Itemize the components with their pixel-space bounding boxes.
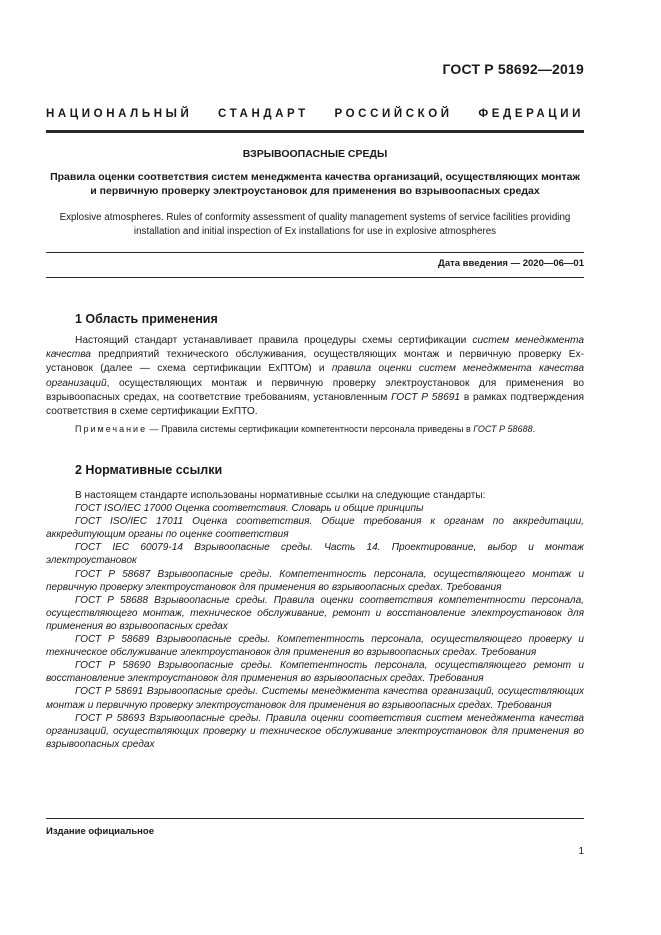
section-2-heading: 2 Нормативные ссылки [75, 463, 223, 477]
note-end: . [532, 424, 536, 434]
reference-item: ГОСТ Р 58693 Взрывоопасные среды. Правила оценки соответствия систем менеджмента качества организаций, осуществляющих проверку и техническое обслуживание электроустановок для применения во взрывоопасных средах [46, 712, 584, 750]
reference-item: ГОСТ Р 58689 Взрывоопасные среды. Компетентность персонала, осуществляющего проверку и техническое обслуживание электроустановок для применения во взрывоопасных средах. Требования [46, 634, 584, 659]
standard-title-ru: Правила оценки соответствия систем менеджмента качества организаций, осуществляющих монтаж и первичную проверку электроустановок для применения во взрывоопасных средах [50, 171, 580, 197]
body-text: в рамках подтверждения соответствия в схеме сертификации ExПТО. [46, 391, 584, 418]
reference-item: ГОСТ Р 58690 Взрывоопасные среды. Компетентность персонала, осуществляющего ремонт и восстановление электроустановок для применения во взрывоопасных средах. Требования [46, 660, 584, 685]
reference-item: ГОСТ Р 58691 Взрывоопасные среды. Системы менеджмента качества организаций, осуществляющих монтаж и первичную проверку электроустановок для применения во взрывоопасных средах. Требования [46, 686, 584, 711]
reference-item: ГОСТ ISO/IEC 17011 Оценка соответствия. Общие требования к органам по аккредитации, аккредитующим органы по оценке соответствия [46, 516, 584, 541]
document-number: ГОСТ Р 58692—2019 [442, 61, 584, 77]
body-text: , осуществляющих монтаж и первичную проверку электроустановок для применения во взрывоопасных средах, на соответствие требованиям, установленным [46, 377, 584, 403]
intro-date-rule-bottom [46, 277, 584, 278]
body-emphasis: правила оценки систем менеджмента качества организаций [46, 363, 585, 389]
note-reference: ГОСТ Р 58688 [473, 424, 533, 434]
intro-date: Дата введения — 2020—06—01 [438, 258, 584, 269]
intro-date-rule-top [46, 252, 584, 253]
note-label: Примечание [75, 424, 148, 434]
body-text: предприятий технического обслуживания, осуществляющих монтаж и первичную проверку Ex-установок (далее — схема сертификации ExПТОм) и [46, 349, 584, 375]
header-rule [46, 130, 584, 133]
standard-title-en: Explosive atmospheres. Rules of conformity assessment of quality management systems of service facilities providing installation and initial inspection of Ex installations for use in explosive atmospheres [59, 212, 571, 237]
reference-item: ГОСТ IEC 60079-14 Взрывоопасные среды. Часть 14. Проектирование, выбор и монтаж электроустановок [46, 542, 584, 567]
note-text: — Правила системы сертификации компетентности персонала приведены в [147, 424, 474, 434]
footer-rule [46, 818, 584, 819]
body-text: Настоящий стандарт устанавливает правила процедуры схемы сертификации [75, 335, 473, 346]
standard-group-title: ВЗРЫВООПАСНЫЕ СРЕДЫ [242, 148, 388, 160]
body-emphasis: систем менеджмента качества [46, 335, 584, 361]
references-intro: В настоящем стандарте использованы нормативные ссылки на следующие стандарты: [75, 490, 486, 501]
official-edition-label: Издание официальное [46, 826, 154, 837]
section-1-heading: 1 Область применения [75, 312, 218, 326]
reference-item: ГОСТ Р 58687 Взрывоопасные среды. Компетентность персонала, осуществляющего монтаж и первичную проверку электроустановок для применения во взрывоопасных средах. Требования [46, 568, 584, 593]
section-1-note [46, 423, 584, 436]
page-number: 1 [578, 846, 584, 857]
section-1-body [46, 334, 584, 419]
body-emphasis: ГОСТ Р 58691 [391, 391, 461, 403]
normative-references [46, 489, 584, 751]
national-standard-banner: НАЦИОНАЛЬНЫЙ СТАНДАРТ РОССИЙСКОЙ ФЕДЕРАЦИИ [46, 108, 584, 120]
reference-item: ГОСТ Р 58688 Взрывоопасные среды. Правила оценки соответствия компетентности персонала, осуществляющего монтаж, техническое обслуживание, ремонт и восстановление электроустановок для применения во взрывоопасных средах [46, 594, 584, 632]
reference-item: ГОСТ ISO/IEC 17000 Оценка соответствия. Словарь и общие принципы [75, 503, 424, 515]
